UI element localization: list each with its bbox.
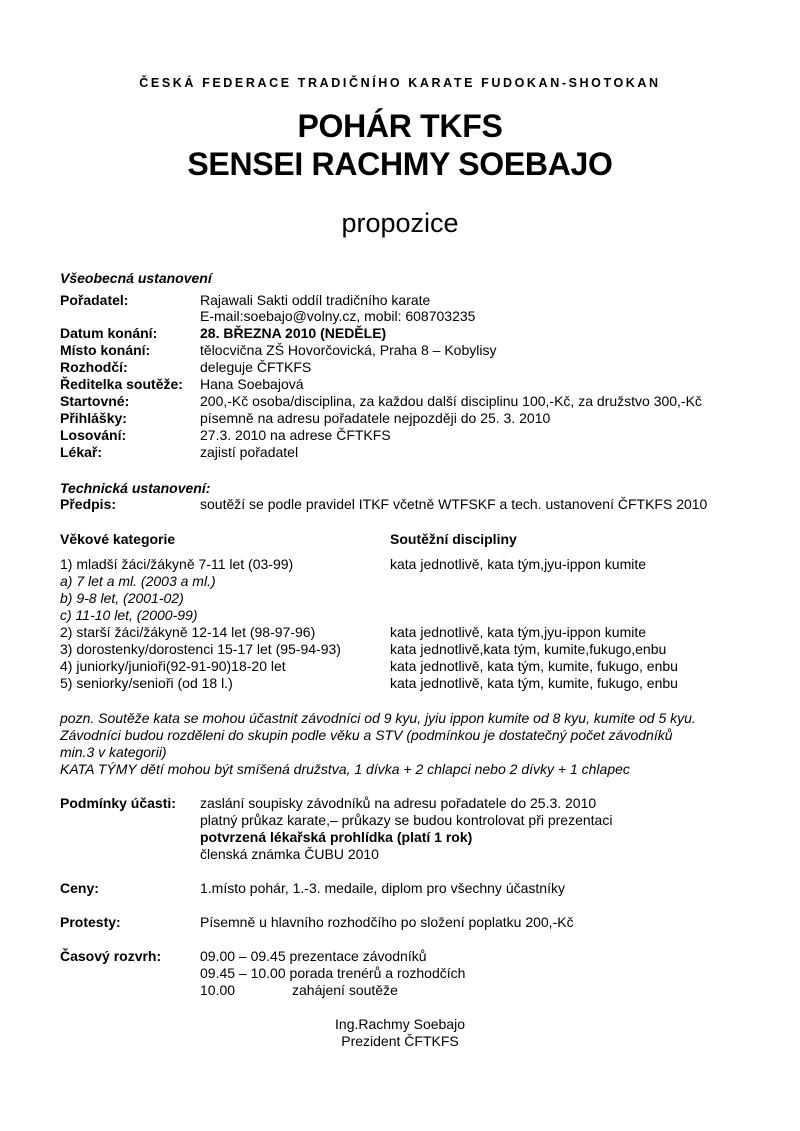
note-line: min.3 v kategorii) [60,744,167,760]
condition-line: platný průkaz karate,– průkazy se budou kontrolovat při prezentaci [200,812,613,828]
info-value: tělocvična ZŠ Hovorčovická, Praha 8 – Kobylisy [200,342,497,358]
info-value: E-mail:soebajo@volny.cz, mobil: 608703235 [200,308,476,324]
section-heading-general: Všeobecná ustanovení [60,270,212,286]
info-label: Místo konání: [60,342,151,358]
note-line: KATA TÝMY dětí mohou být smíšená družstva, 1 dívka + 2 chlapci nebo 2 dívky + 1 chlapec [60,761,630,777]
schedule-time: 09.45 – 10.00 [200,965,286,981]
category-subrow: a) 7 let a ml. (2003 a ml.) [60,573,216,589]
document-title-line-2: SENSEI RACHMY SOEBAJO [187,146,613,182]
category-row: 1) mladší žáci/žákyně 7-11 let (03-99) [60,556,294,572]
condition-line: členská známka ČUBU 2010 [200,846,379,862]
category-row: 4) juniorky/junioři(92-91-90)18-20 let [60,658,286,674]
discipline-cell: kata jednotlivě, kata tým,jyu-ippon kumite [390,556,647,572]
info-value: písemně na adresu pořadatele nejpozději do 25. 3. 2010 [200,410,551,426]
schedule-label: Časový rozvrh: [60,948,162,964]
category-subrow: b) 9-8 let, (2001-02) [60,590,184,606]
category-row: 3) dorostenky/dorostenci 15-17 let (95-94-93) [60,641,341,657]
condition-line: potvrzená lékařská prohlídka (platí 1 rok) [200,829,473,845]
info-label: Lékař: [60,444,103,460]
info-label: Rozhodčí: [60,359,128,375]
disciplines-heading: Soutěžní discipliny [390,531,517,547]
discipline-cell: kata jednotlivě, kata tým, kumite, fukugo, enbu [390,658,678,674]
info-value: zajistí pořadatel [200,444,299,460]
schedule-time: 10.00 [200,982,236,998]
discipline-cell: kata jednotlivě, kata tým,jyu-ippon kumite [390,624,647,640]
schedule-item [200,982,398,998]
schedule-time: 09.00 – 09.45 [200,948,286,964]
schedule-event: zahájení soutěže [292,982,398,998]
schedule-item [200,965,465,981]
organization-name: ČESKÁ FEDERACE TRADIČNÍHO KARATE FUDOKAN-SHOTOKAN [139,76,661,90]
section-heading-technical: Technická ustanovení: [60,480,211,496]
signature-name: Ing.Rachmy Soebajo [335,1016,465,1032]
discipline-cell: kata jednotlivě,kata tým, kumite,fukugo,enbu [390,641,667,657]
info-label: Předpis: [60,496,117,512]
signature-role: Prezident ČFTKFS [341,1033,459,1049]
schedule-item [200,948,427,964]
info-value: Hana Soebajová [200,376,304,392]
category-row: 5) seniorky/senioři (od 18 l.) [60,675,233,691]
category-subrow: c) 11-10 let, (2000-99) [60,607,198,623]
info-label: Losování: [60,427,127,443]
info-value: 27.3. 2010 na adrese ČFTKFS [200,427,391,443]
schedule-event: porada trenérů a rozhodčích [289,965,466,981]
info-label: Startovné: [60,393,130,409]
info-label: Přihlášky: [60,410,127,426]
note-line: Závodníci budou rozděleni do skupin podle věku a STV (podmínkou je dostatečný počet závodníků [60,727,673,743]
info-value: soutěží se podle pravidel ITKF včetně WTFSKF a tech. ustanovení ČFTKFS 2010 [200,496,708,512]
info-label: Datum konání: [60,325,158,341]
discipline-cell: kata jednotlivě, kata tým, kumite, fukugo, enbu [390,675,678,691]
condition-line: zaslání soupisky závodníků na adresu pořadatele do 25.3. 2010 [200,795,597,811]
info-value: Rajawali Sakti oddíl tradičního karate [200,292,431,308]
prizes-label: Ceny: [60,880,99,896]
document-subtitle: propozice [341,208,459,238]
schedule-event: prezentace závodníků [289,948,427,964]
note-line: pozn. Soutěže kata se mohou účastnit závodníci od 9 kyu, jyiu ippon kumite od 8 kyu, kumite od 5 kyu. [60,710,696,726]
info-value: 200,-Kč osoba/disciplina, za každou další disciplinu 100,-Kč, za družstvo 300,-Kč [200,393,702,409]
conditions-label: Podmínky účasti: [60,795,176,811]
info-value: 28. BŘEZNA 2010 (NEDĚLE) [200,325,387,341]
document-title: POHÁR TKFS [297,108,503,144]
categories-heading: Věkové kategorie [60,531,176,547]
info-value: deleguje ČFTKFS [200,359,312,375]
protests-value: Písemně u hlavního rozhodčího po složení poplatku 200,-Kč [200,914,574,930]
protests-label: Protesty: [60,914,121,930]
prizes-value: 1.místo pohár, 1.-3. medaile, diplom pro všechny účastníky [200,880,565,896]
category-row: 2) starší žáci/žákyně 12-14 let (98-97-96) [60,624,316,640]
info-label: Pořadatel: [60,292,129,308]
info-label: Ředitelka soutěže: [60,376,183,392]
